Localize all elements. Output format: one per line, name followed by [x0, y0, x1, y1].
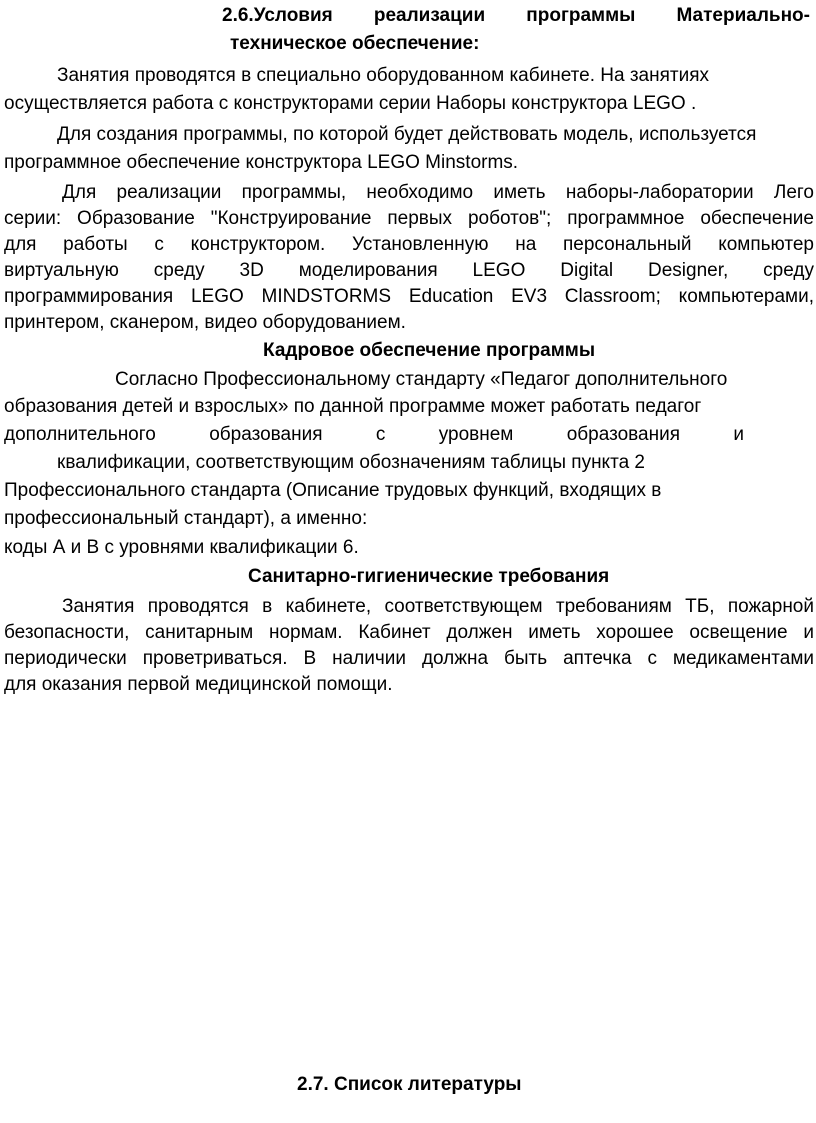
paragraph-line: серии: Образование "Конструирование первых роботов"; программное обеспечение — [4, 208, 814, 229]
paragraph-line: коды А и В с уровнями квалификации 6. — [4, 537, 359, 558]
paragraph-line: Занятия проводятся в кабинете, соответствующем требованиям ТБ, пожарной — [62, 596, 814, 617]
paragraph-line: периодически проветриваться. В наличии должна быть аптечка с медикаментами — [4, 648, 814, 669]
paragraph-line: для оказания первой медицинской помощи. — [4, 674, 393, 695]
paragraph-line: квалификации, соответствующим обозначениям таблицы пункта 2 — [57, 452, 645, 473]
staffing-heading: Кадровое обеспечение программы — [263, 340, 596, 361]
paragraph-line: виртуальную среду 3D моделирования LEGO Digital Designer, среду — [4, 260, 814, 281]
paragraph-line: Для создания программы, по которой будет действовать модель, используется — [57, 124, 757, 145]
sanitary-heading: Санитарно-гигиенические требования — [248, 566, 610, 587]
paragraph-line: принтером, сканером, видео оборудованием. — [4, 312, 406, 333]
paragraph-line: Согласно Профессиональному стандарту «Педагог дополнительного — [115, 369, 728, 390]
paragraph-line: профессиональный стандарт), а именно: — [4, 508, 368, 529]
paragraph-line: для работы с конструктором. Установленную на персональный компьютер — [4, 234, 814, 255]
paragraph-line: безопасности, санитарным нормам. Кабинет должен иметь хорошее освещение и — [4, 622, 814, 643]
section-2-6-heading-line1: 2.6.Условия реализации программы Материально- — [222, 5, 810, 26]
paragraph-line: Занятия проводятся в специально оборудованном кабинете. На занятиях — [57, 65, 710, 86]
paragraph-line: Для реализации программы, необходимо иметь наборы-лаборатории Лего — [62, 182, 814, 203]
paragraph-line: дополнительного образования с уровнем образования и — [4, 424, 744, 445]
paragraph-line: программное обеспечение конструктора LEGO Minstorms. — [4, 152, 519, 173]
paragraph-line: Профессионального стандарта (Описание трудовых функций, входящих в — [4, 480, 662, 501]
paragraph-line: осуществляется работа с конструкторами серии Наборы конструктора LEGO . — [4, 93, 697, 114]
paragraph-line: программирования LEGO MINDSTORMS Education EV3 Classroom; компьютерами, — [4, 286, 814, 307]
paragraph-line: образования детей и взрослых» по данной программе может работать педагог — [4, 396, 702, 417]
section-2-7-heading: 2.7. Список литературы — [297, 1074, 522, 1095]
section-2-6-heading-line2: техническое обеспечение: — [230, 33, 480, 54]
